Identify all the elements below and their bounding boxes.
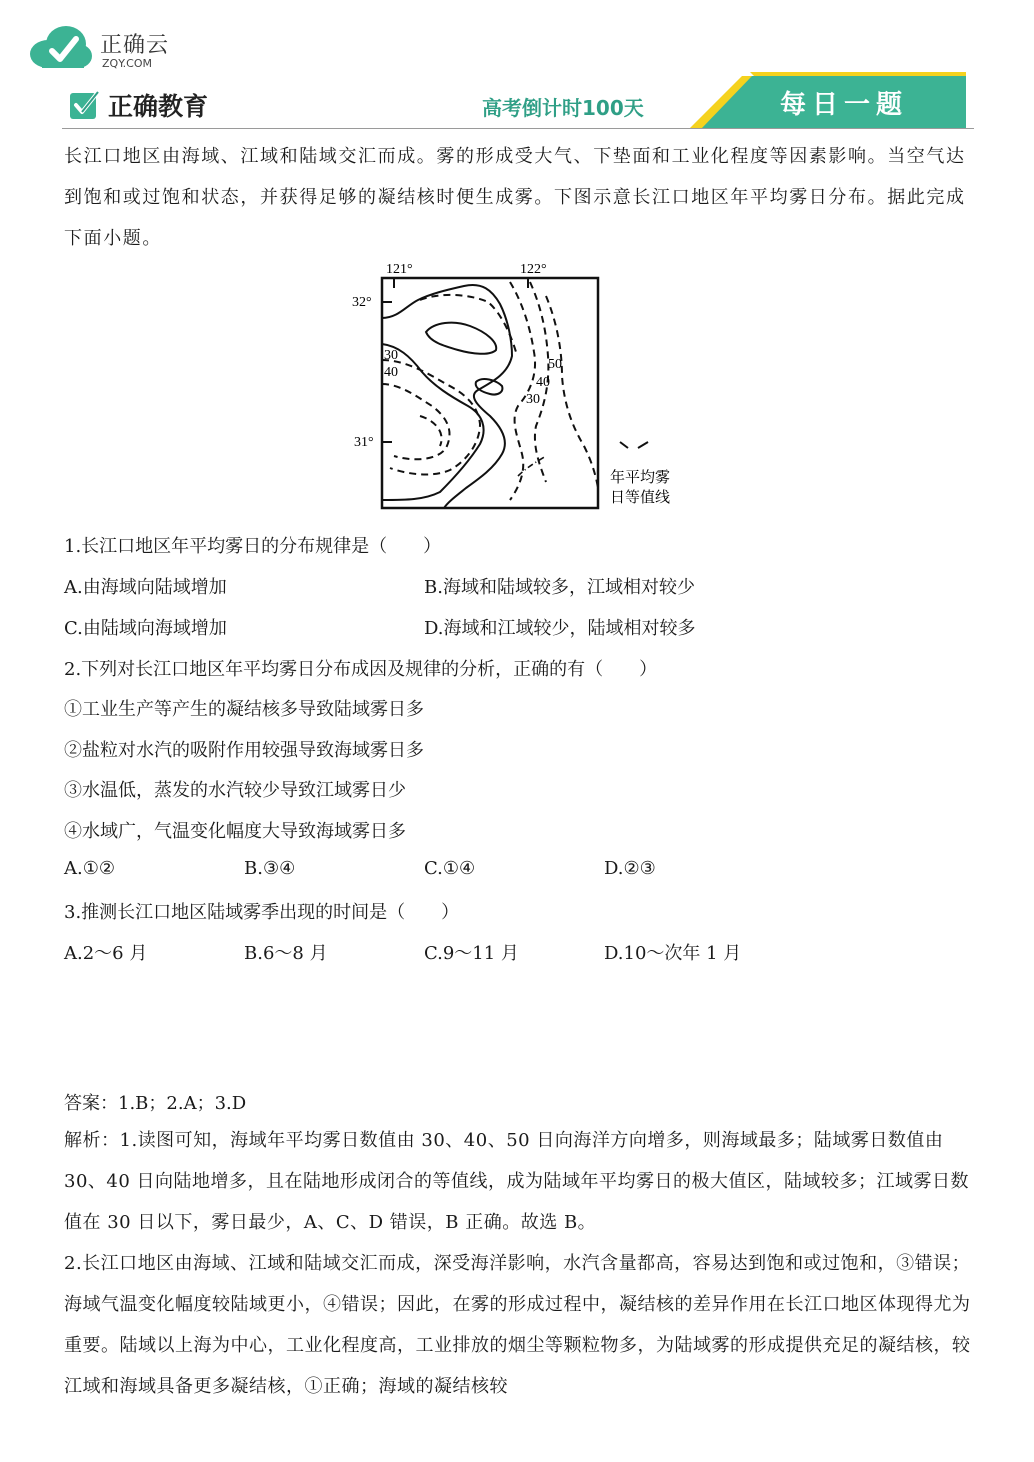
legend-line-2: 日等值线 [610, 488, 671, 506]
legend-line-1: 年平均雾 [610, 468, 671, 486]
island-chongming [426, 323, 496, 354]
q3-stem: 3.推测长江口地区陆域雾季出现的时间是（ ） [64, 902, 460, 923]
contour-label-30-land: 30 [384, 348, 398, 363]
q3-option-d: D.10～次年 1 月 [604, 943, 742, 964]
analysis-q1: 解析：1.读图可知，海域年平均雾日数值由 30、40、50 日向海洋方向增多，则海域最多；陆域雾日数值由 30、40 日向陆地增多，且在陆地形成闭合的等值线，成为陆域年平均雾日的极大值区，陆域较多；江域雾日数值在 30 日以下，雾日最少，A、C、D 错误，B 正确。故选 B。 [64, 1130, 970, 1233]
island-small [476, 379, 503, 394]
q2-item-1: ①工业生产等产生的凝结核多导致陆域雾日多 [64, 699, 424, 720]
contour-label-40-land: 40 [384, 365, 398, 380]
q1-stem: 1.长江口地区年平均雾日的分布规律是（ ） [64, 536, 442, 557]
contour-label-40-sea: 40 [536, 375, 550, 390]
isoline-land-inner [420, 416, 442, 446]
cloud-check-icon [28, 24, 94, 70]
edu-name: 正确教育 [108, 92, 209, 121]
brand-domain: ZQY.COM [102, 57, 153, 70]
q2-option-d: D.②③ [604, 858, 656, 879]
q1-option-c: C.由陆域向海域增加 [64, 618, 227, 639]
q2-item-3: ③水温低，蒸发的水汽较少导致江域雾日少 [64, 780, 406, 801]
checkbox-icon [68, 89, 100, 121]
header-divider [62, 128, 974, 129]
q2-option-a: A.①② [64, 858, 115, 879]
q2-option-c: C.①④ [424, 858, 476, 879]
brand-logo [28, 20, 188, 76]
lat-label-32: 32° [352, 295, 372, 310]
q1-option-a: A.由海域向陆域增加 [64, 577, 227, 598]
lon-label-121: 121° [386, 262, 413, 277]
isoline-sea-50 [546, 296, 598, 488]
q3-option-c: C.9～11 月 [424, 943, 519, 964]
analysis-q2: 2.长江口地区由海域、江域和陆域交汇而成，深受海洋影响，水汽含量都高，容易达到饱和或过饱和，③错误；海域气温变化幅度较陆域更小，④错误；因此，在雾的形成过程中，凝结核的差异作用在长江口地区体现得尤为重要。陆域以上海为中心，工业化程度高，工业排放的烟尘等颗粒物多，为陆域雾的形成提供充足的凝结核，较江域和海域具备更多凝结核，①正确；海域的凝结核较 [64, 1253, 971, 1397]
q2-option-b: B.③④ [244, 858, 296, 879]
lat-label-31: 31° [354, 435, 374, 450]
banner-label: 每日一题 [780, 90, 909, 120]
answer-line: 答案：1.B；2.A；3.D [64, 1093, 247, 1114]
coastline [382, 285, 512, 508]
isoline-sea-30 [510, 282, 535, 500]
q2-item-2: ②盐粒对水汽的吸附作用较强导致海域雾日多 [64, 740, 424, 761]
legend-isoline-symbol [620, 442, 648, 448]
contour-label-50-sea: 50 [548, 357, 562, 372]
lon-label-122: 122° [520, 262, 547, 277]
isoline-land-30 [382, 384, 450, 459]
q1-option-b: B.海域和陆域较多，江域相对较少 [424, 577, 695, 598]
q2-item-4: ④水域广，气温变化幅度大导致海域雾日多 [64, 821, 406, 842]
contour-label-30-sea: 30 [526, 392, 540, 407]
brand-name: 正确云 [100, 33, 170, 58]
q3-option-b: B.6～8 月 [244, 943, 328, 964]
intro-paragraph: 长江口地区由海域、江域和陆域交汇而成。雾的形成受大气、下垫面和工业化程度等因素影响。当空气达到饱和或过饱和状态，并获得足够的凝结核时便生成雾。下图示意长江口地区年平均雾日分布。据此完成下面小题。 [64, 146, 966, 249]
isoline-north [420, 295, 516, 352]
q3-option-a: A.2～6 月 [64, 943, 148, 964]
countdown-text: 高考倒计时100天 [482, 96, 644, 120]
fog-day-isoline-map [350, 256, 690, 516]
q2-stem: 2.下列对长江口地区年平均雾日分布成因及规律的分析，正确的有（ ） [64, 659, 658, 680]
q1-option-d: D.海域和江域较少，陆域相对较多 [424, 618, 696, 639]
